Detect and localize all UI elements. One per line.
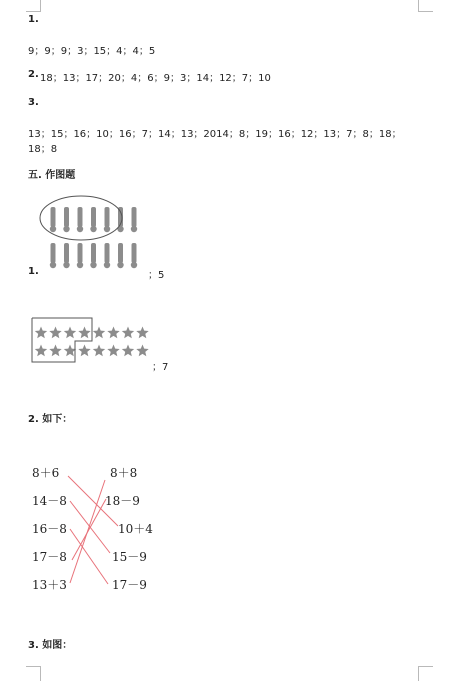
match-right-4: 15－9 <box>112 550 147 564</box>
match-left-2: 14－8 <box>32 494 67 508</box>
q1-number: 1. <box>28 266 39 277</box>
match-right-2: 18－9 <box>105 494 140 508</box>
match-line-3 <box>70 529 108 584</box>
q2-label: 2. 如下： <box>28 414 73 425</box>
match-right-5: 17－9 <box>112 578 147 592</box>
part-5-heading: 五. 作图题 <box>28 170 76 181</box>
section-3-answers-line1: 13；15；16；10；16；7；14；13；2014；8；19；16；12；13；7；8；18； <box>28 129 402 140</box>
section-3-answers-line2: 18；8 <box>28 144 58 155</box>
match-line-4 <box>72 499 106 560</box>
match-left-3: 16－8 <box>32 522 67 536</box>
match-right-3: 10＋4 <box>118 522 153 536</box>
match-left-5: 13＋3 <box>32 578 67 592</box>
match-left-4: 17－8 <box>32 550 67 564</box>
q1-answer: ；5 <box>148 270 165 281</box>
match-right-1: 8＋8 <box>110 466 138 480</box>
section-3-number: 3. <box>28 97 39 108</box>
section-1-answers: 9；9；9；3；15；4；4；5 <box>28 46 156 57</box>
section-2-number: 2. <box>28 69 39 80</box>
match-line-1 <box>68 476 118 526</box>
match-left-1: 8＋6 <box>32 466 60 480</box>
q3-label: 3. 如图： <box>28 640 73 651</box>
q1b-answer: ；7 <box>152 362 169 373</box>
section-1-number: 1. <box>28 14 39 25</box>
section-2-answers: 18；13；17；20；4；6；9；3；14；12；7；10 <box>40 73 271 84</box>
